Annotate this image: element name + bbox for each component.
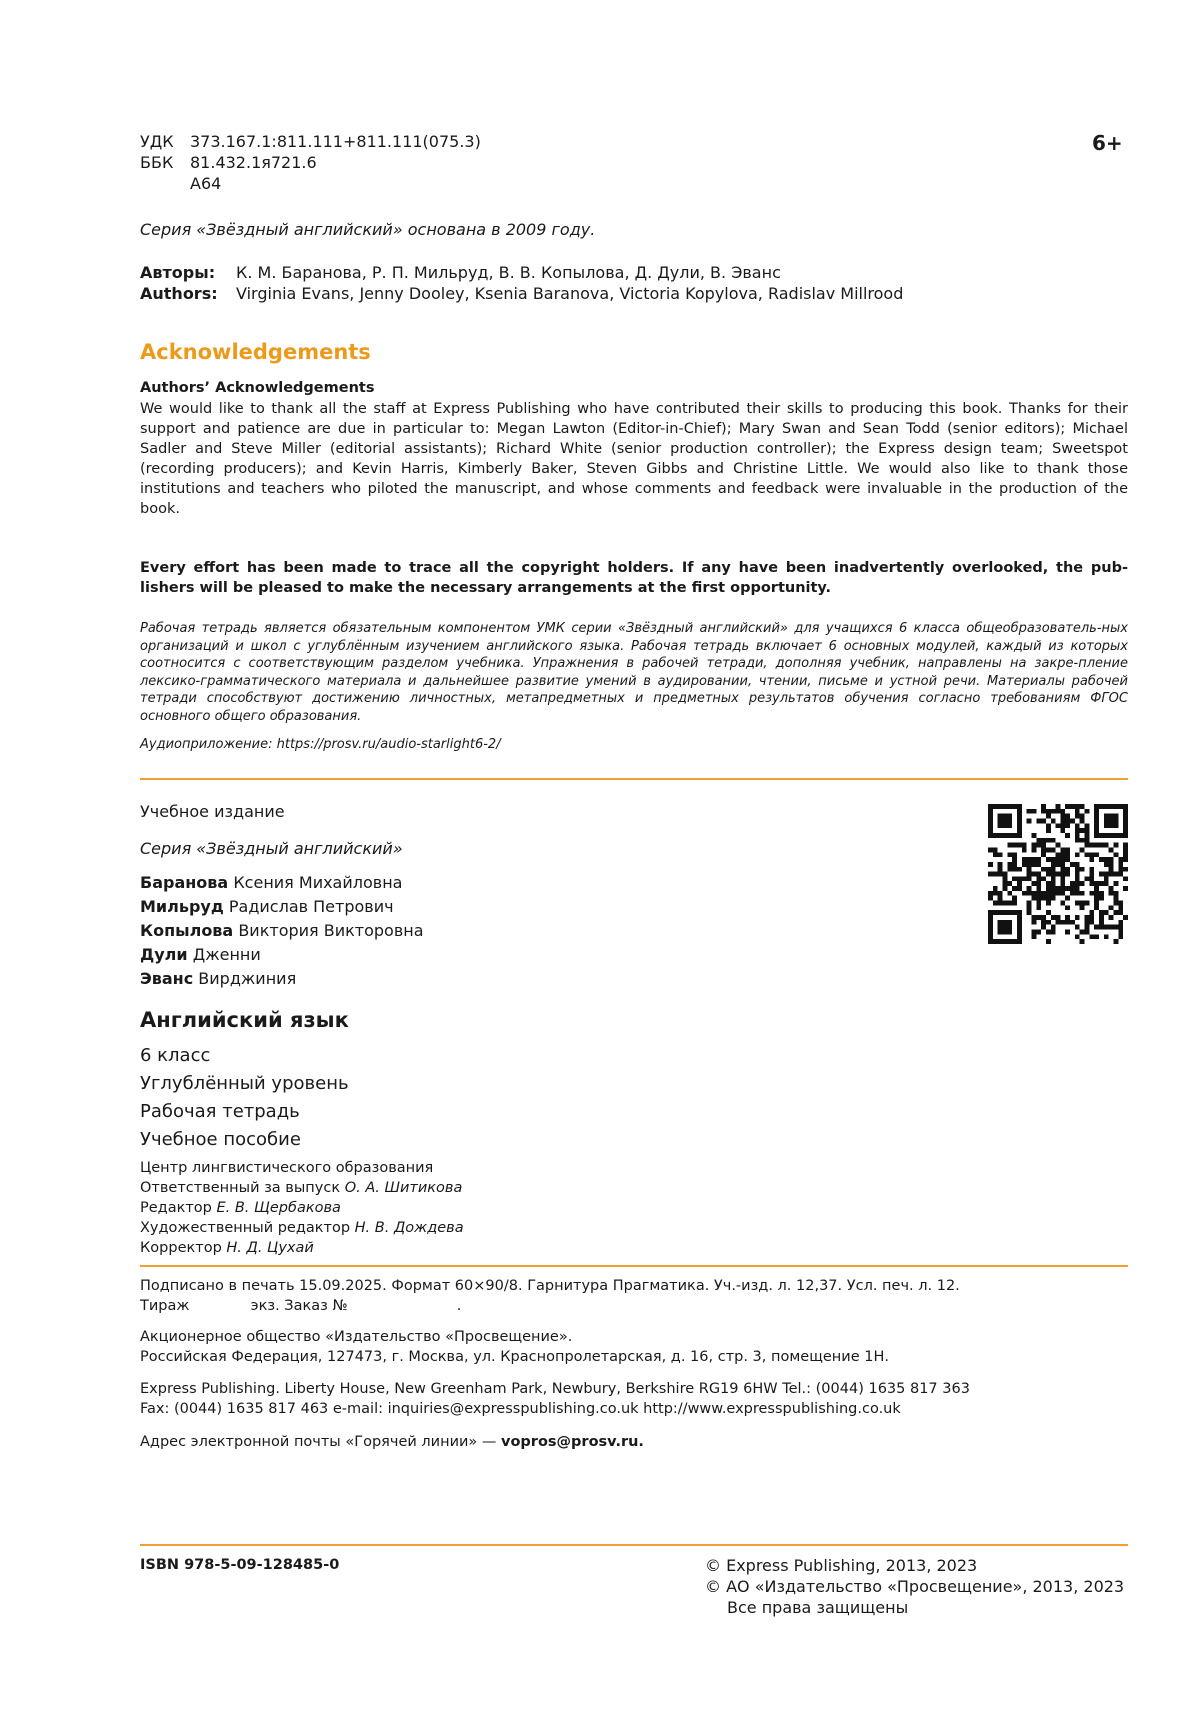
person-surname: Баранова: [140, 873, 229, 892]
series-name: Серия «Звёздный английский»: [140, 839, 403, 858]
divider: [140, 1265, 1128, 1267]
person-surname: Копылова: [140, 921, 234, 940]
divider: [140, 1544, 1128, 1546]
book-type: Рабочая тетрадь: [140, 1101, 300, 1122]
book-title: Английский язык: [140, 1008, 349, 1032]
copyright-line: © АО «Издательство «Просвещение», 2013, 2023: [705, 1577, 1125, 1596]
grade: 6 класс: [140, 1045, 211, 1066]
credit-line: [140, 1238, 464, 1258]
print-run-label: Тираж: [140, 1298, 190, 1314]
person-line: [140, 967, 424, 991]
person-given: Ксения Михайловна: [233, 873, 403, 892]
acknowledgements-subtitle: Authors’ Acknowledgements: [140, 380, 375, 396]
bbk-value: 81.432.1я721.6: [190, 153, 317, 172]
copyright-line: Все права защищены: [727, 1598, 909, 1617]
authors-en: [140, 283, 1128, 304]
code-line: [140, 173, 740, 194]
print-info-line2: [140, 1296, 1128, 1316]
credit-line: [140, 1158, 464, 1178]
person-surname: Эванс: [140, 969, 194, 988]
authors-ru-value: К. М. Баранова, Р. П. Мильруд, В. В. Копылова, Д. Дули, В. Эванс: [236, 263, 781, 282]
copyright-line: © Express Publishing, 2013, 2023: [705, 1556, 978, 1575]
credit-line: [140, 1198, 464, 1218]
person-given: Дженни: [192, 945, 261, 964]
person-given: Виктория Викторовна: [238, 921, 424, 940]
authors-block: [140, 262, 1128, 304]
credit-name: Н. Д. Цухай: [226, 1240, 314, 1256]
order-end: .: [456, 1298, 462, 1314]
hotline: [140, 1432, 644, 1452]
print-info-line1: Подписано в печать 15.09.2025. Формат 60×90/8. Гарнитура Прагматика. Уч.-изд. л. 12,37. Усл. печ. л. 12.: [140, 1278, 960, 1294]
udk-value: 373.167.1:811.111+811.111(075.3): [190, 132, 481, 151]
publisher-line1: Акционерное общество «Издательство «Просвещение».: [140, 1329, 573, 1345]
authors-ru: [140, 262, 1128, 283]
acknowledgements-title: Acknowledgements: [140, 340, 371, 364]
people-list: [140, 871, 424, 991]
credit-role: Редактор: [140, 1200, 217, 1216]
credit-name: Е. В. Щербакова: [216, 1200, 341, 1216]
print-info: [140, 1276, 1128, 1316]
edition-type: Учебное издание: [140, 802, 285, 821]
publisher-info: [140, 1327, 1128, 1367]
classification-block: [140, 131, 740, 194]
order-label: экз. Заказ №: [250, 1298, 348, 1314]
credit-role: Корректор: [140, 1240, 227, 1256]
publisher-line2: Российская Федерация, 127473, г. Москва, ул. Краснопролетарская, д. 16, стр. 3, помещение 1Н.: [140, 1349, 889, 1365]
udk-label: УДК: [140, 132, 174, 151]
credit-name: О. А. Шитикова: [344, 1180, 463, 1196]
credit-line: [140, 1178, 464, 1198]
bbk-line: [140, 152, 740, 173]
authors-en-value: Virginia Evans, Jenny Dooley, Ksenia Baranova, Victoria Kopylova, Radislav Millrood: [236, 284, 904, 303]
person-surname: Мильруд: [140, 897, 224, 916]
book-details: [140, 1042, 349, 1154]
person-given: Вирджиния: [198, 969, 297, 988]
hotline-label: Адрес электронной почты «Горячей линии» —: [140, 1434, 502, 1450]
credits-block: [140, 1158, 464, 1258]
description-text: Рабочая тетрадь является обязательным компонентом УМК серии «Звёздный английский» для учащихся 6 класса общеобразователь-ных организаций и школ с углублённым изучением английского языка. Рабочая тетрадь включает 6 основных модулей, каждый из которых соотносится с соответствующим разделом учебника. Упражнения в рабочей тетради, дополняя учебник, направлены на закре-пление лексико-грамматического материала и дальнейшее развитие умений в аудировании, чтении, письме и устной речи. Материалы рабочей тетради способствуют достижению личностных, метапредметных и предметных результатов обучения согласно требованиям ФГОС основного общего образования.: [140, 621, 1128, 724]
express-line2: Fax: (0044) 1635 817 463 e-mail: inquiries@expresspublishing.co.uk http://www.expresspublishing.co.uk: [140, 1401, 901, 1417]
series-note: Серия «Звёздный английский» основана в 2009 году.: [140, 220, 596, 239]
isbn: ISBN 978-5-09-128485-0: [140, 1557, 340, 1573]
person-surname: Дули: [140, 945, 188, 964]
credit-line: [140, 1218, 464, 1238]
credit-role: Ответственный за выпуск: [140, 1180, 345, 1196]
acknowledgements-text: We would like to thank all the staff at Express Publishing who have contributed their skills to producing this book. Thanks for their support and patience are due in particular to: Megan Lawton (Editor-in-Chief); Mary Swan and Sean Todd (senior editors); Michael Sadler and Steve Miller (editorial assistants); Richard White (senior production controller); the Express design team; Sweetspot (recording producers); and Kevin Harris, Kimberly Baker, Steven Gibbs and Christine Little. We would also like to thank those institutions and teachers who piloted the manuscript, and whose comments and feedback were invaluable in the production of the book.: [140, 401, 1128, 517]
person-given: Радислав Петрович: [228, 897, 394, 916]
person-line: [140, 919, 424, 943]
express-info: [140, 1379, 1128, 1419]
hotline-email[interactable]: vopros@prosv.ru.: [501, 1434, 644, 1450]
copyright-block: [705, 1555, 1124, 1618]
bbk-label: ББК: [140, 153, 174, 172]
credit-role: Художественный редактор: [140, 1220, 355, 1236]
authors-en-label: Authors:: [140, 284, 218, 303]
age-rating: 6+: [1092, 131, 1123, 155]
person-line: [140, 895, 424, 919]
person-line: [140, 943, 424, 967]
express-line1: Express Publishing. Liberty House, New Greenham Park, Newbury, Berkshire RG19 6HW Tel.: (0044) 1635 817 363: [140, 1381, 970, 1397]
credit-name: Н. В. Дождева: [354, 1220, 464, 1236]
person-line: [140, 871, 424, 895]
book-kind: Учебное пособие: [140, 1129, 301, 1150]
copyright-note: Every effort has been made to trace all the copyright holders. If any have been inadvertently overlooked, the pub-lishers will be pleased to make the necessary arrangements at the first opportunity.: [140, 560, 1128, 596]
qr-code-icon: [988, 804, 1128, 944]
audio-link[interactable]: Аудиоприложение: https://prosv.ru/audio-starlight6-2/: [140, 737, 501, 752]
divider: [140, 778, 1128, 780]
level: Углублённый уровень: [140, 1073, 349, 1094]
authors-ru-label: Авторы:: [140, 263, 216, 282]
udk-line: [140, 131, 740, 152]
author-code: А64: [190, 174, 222, 193]
credit-role: Центр лингвистического образования: [140, 1160, 434, 1176]
